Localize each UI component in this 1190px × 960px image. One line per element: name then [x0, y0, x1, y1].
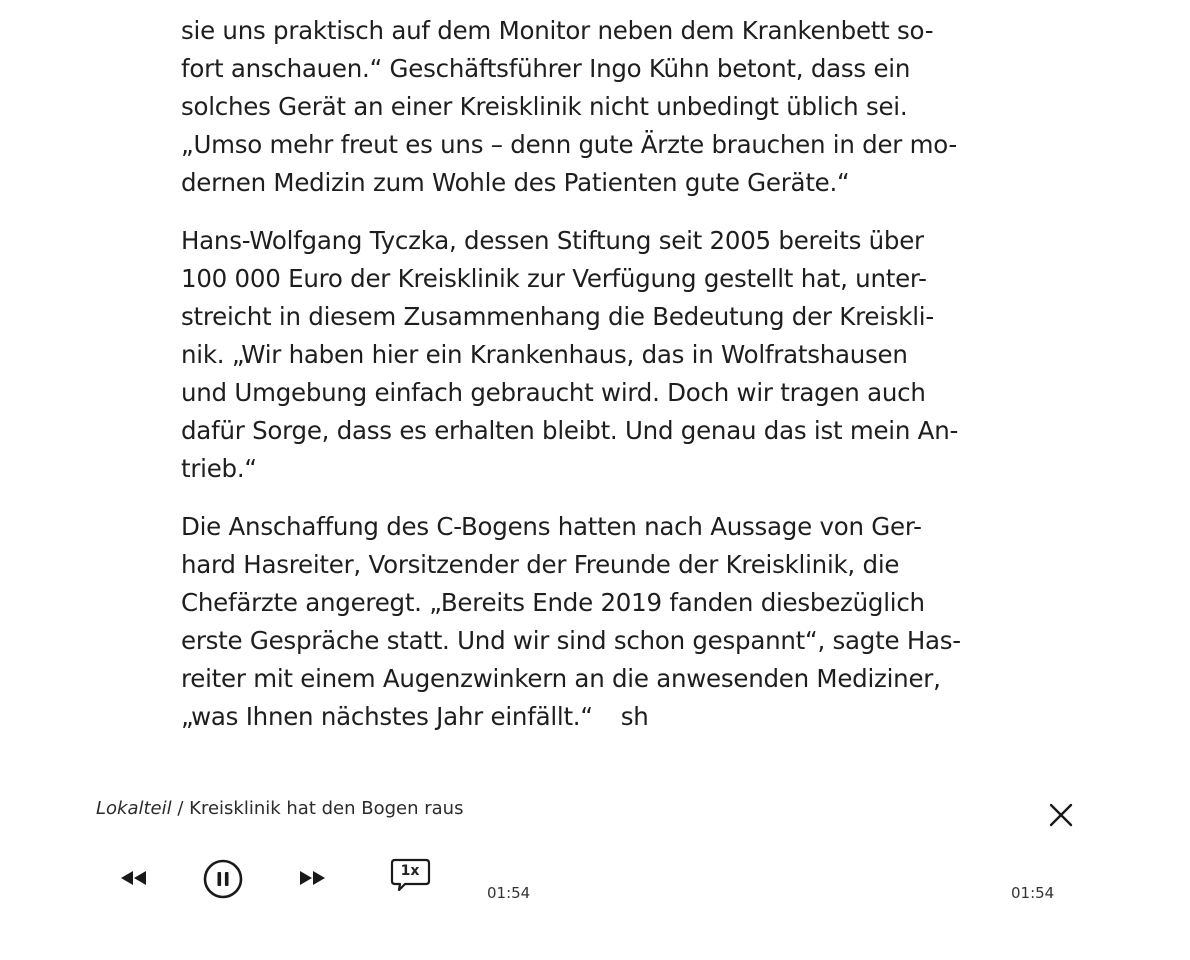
text-line: hard Hasreiter, Vorsitzender der Freunde der Kreisklinik, die [181, 550, 900, 579]
playback-speed-label: 1x [400, 863, 420, 879]
text-line: dernen Medizin zum Wohle des Patienten gute Geräte.“ [181, 168, 850, 197]
text-line: Die Anschaffung des C-Bogens hatten nach Aussage von Ger- [181, 512, 922, 541]
text-line: reiter mit einem Augenzwinkern an die anwesenden Mediziner, [181, 664, 941, 693]
article-body [181, 12, 1001, 756]
text-line: Hans-Wolfgang Tyczka, dessen Stiftung seit 2005 bereits über [181, 226, 924, 255]
current-time: 01:54 [487, 884, 531, 902]
article-paragraph [181, 508, 1001, 736]
breadcrumb-section[interactable]: Lokalteil [96, 798, 172, 819]
text-line: nik. „Wir haben hier ein Krankenhaus, das in Wolfratshausen [181, 340, 908, 369]
player-breadcrumb [96, 798, 463, 819]
text-line: streicht in diesem Zusammenhang die Bedeutung der Kreiskli- [181, 302, 934, 331]
fast-forward-button[interactable] [296, 864, 330, 892]
text-line: „was Ihnen nächstes Jahr einfällt.“ [181, 702, 593, 731]
text-line: fort anschauen.“ Geschäftsführer Ingo Kühn betont, dass ein [181, 54, 911, 83]
text-line: Chefärzte angeregt. „Bereits Ende 2019 fanden diesbezüglich [181, 588, 925, 617]
text-line: erste Gespräche statt. Und wir sind schon gespannt“, sagte Has- [181, 626, 961, 655]
rewind-button[interactable] [116, 864, 150, 892]
pause-icon [201, 857, 245, 901]
article-paragraph [181, 222, 1001, 488]
fast-forward-icon [296, 864, 330, 892]
text-line: solches Gerät an einer Kreisklinik nicht unbedingt üblich sei. [181, 92, 908, 121]
text-line: dafür Sorge, dass es erhalten bleibt. Und genau das ist mein An- [181, 416, 959, 445]
text-line: trieb.“ [181, 454, 257, 483]
author-signoff: sh [620, 702, 649, 731]
audio-player [0, 780, 1190, 960]
article-paragraph [181, 12, 1001, 202]
text-line: sie uns praktisch auf dem Monitor neben dem Krankenbett so- [181, 16, 934, 45]
text-line: 100 000 Euro der Kreisklinik zur Verfügung gestellt hat, unter- [181, 264, 927, 293]
close-player-button[interactable] [1046, 800, 1076, 830]
text-line-last [181, 698, 1001, 736]
rewind-icon [116, 864, 150, 892]
breadcrumb-separator: / [171, 798, 190, 819]
pause-button[interactable] [201, 857, 245, 901]
text-line: und Umgebung einfach gebraucht wird. Doch wir tragen auch [181, 378, 926, 407]
text-line: „Umso mehr freut es uns – denn gute Ärzte brauchen in der mo- [181, 130, 958, 159]
close-icon [1046, 800, 1076, 830]
playback-speed-button[interactable] [390, 858, 432, 896]
total-duration: 01:54 [1011, 884, 1055, 902]
breadcrumb-title: Kreisklinik hat den Bogen raus [189, 798, 464, 819]
